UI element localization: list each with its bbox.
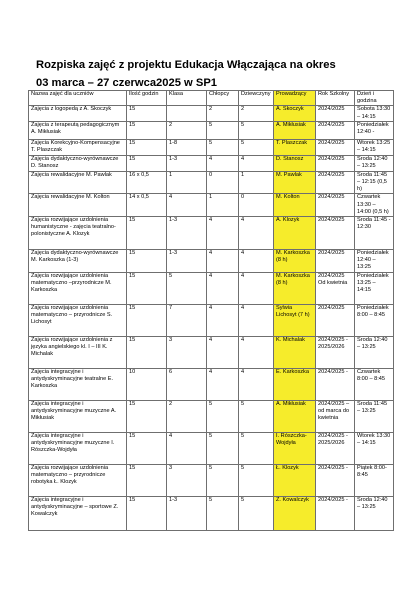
table-cell-hours: 15 (127, 106, 167, 121)
table-cell-day: Środa 11:45 - 12:30 (355, 217, 394, 250)
table-cell-klasa: 3 (167, 464, 207, 496)
table-cell-hours: 15 (127, 155, 167, 171)
table-cell-boys: 5 (207, 432, 239, 464)
table-row (29, 171, 394, 194)
table-cell-year: 2024/2025 - 2025/2026 (316, 432, 355, 464)
table-header-row (29, 91, 394, 106)
column-header: Ilość godzin (127, 91, 167, 106)
table-cell-boys: 4 (207, 272, 239, 304)
table-cell-hours: 15 (127, 336, 167, 368)
table-cell-day: Poniedziałek 12:40 – 13:25 (355, 250, 394, 273)
table-cell-klasa: 1 (167, 171, 207, 194)
table-cell-klasa: 1-3 (167, 217, 207, 250)
table-cell-teacher: Z. Kowalczyk (274, 496, 316, 530)
table-cell-boys: 5 (207, 139, 239, 155)
table-row (29, 250, 394, 273)
table-cell-klasa: 4 (167, 194, 207, 217)
table-cell-klasa: 2 (167, 400, 207, 432)
table-cell-girls: 4 (239, 368, 274, 400)
table-body (29, 106, 394, 530)
table-cell-day: Wtorek 13:25 – 14:15 (355, 139, 394, 155)
title-line-1: Rozpiska zajęć z projektu Edukacja Włączająca na okres (36, 59, 336, 71)
table-cell-name: Zajęcia integracyjne i antydyskryminacyjne muzyczne I. Rószczka-Wojdyła (29, 432, 127, 464)
column-header: Rok Szkolny (316, 91, 355, 106)
table-cell-hours: 15 (127, 464, 167, 496)
table-cell-boys: 2 (207, 106, 239, 121)
table-cell-girls: 5 (239, 121, 274, 139)
table-cell-teacher: A. Mikłusiak (274, 400, 316, 432)
table-cell-hours: 15 (127, 217, 167, 250)
table-row (29, 194, 394, 217)
table-cell-girls: 5 (239, 139, 274, 155)
table-cell-name: Zajęcia rozwijające uzdolnienia matematyczno –przyrodnicze M. Karkoszka (29, 272, 127, 304)
table-cell-teacher: A. Skoczyk (274, 106, 316, 121)
table-cell-day: Sobota 13:30 – 14:15 (355, 106, 394, 121)
table-cell-year: 2024/2025 (316, 121, 355, 139)
table-cell-boys: 0 (207, 171, 239, 194)
table-cell-year: 2024/2025 (316, 250, 355, 273)
table-row (29, 217, 394, 250)
table-cell-teacher: E. Karkoszka (274, 368, 316, 400)
table-cell-klasa: 1-8 (167, 139, 207, 155)
table-cell-girls: 4 (239, 304, 274, 336)
table-cell-day: Środa 12:40 – 13:25 (355, 336, 394, 368)
table-row (29, 139, 394, 155)
column-header: Dzień i godzina (355, 91, 394, 106)
table-cell-year: 2024/2025 (316, 106, 355, 121)
table-cell-day: Poniedziałek 8:00 – 8:45 (355, 304, 394, 336)
table-cell-klasa: 6 (167, 368, 207, 400)
table-cell-teacher: Ł. Klozyk (274, 464, 316, 496)
table-row (29, 304, 394, 336)
column-header: Klasa (167, 91, 207, 106)
table-cell-girls: 5 (239, 432, 274, 464)
table-cell-boys: 5 (207, 400, 239, 432)
table-cell-klasa: 5 (167, 272, 207, 304)
table-cell-girls: 5 (239, 464, 274, 496)
table-cell-teacher: M. Pawlak (274, 171, 316, 194)
column-header: Dziewczyny (239, 91, 274, 106)
table-cell-boys: 4 (207, 368, 239, 400)
table-cell-boys: 4 (207, 336, 239, 368)
table-cell-boys: 4 (207, 304, 239, 336)
table-cell-klasa: 2 (167, 121, 207, 139)
table-cell-day: Czwartek 8:00 – 8:45 (355, 368, 394, 400)
table-cell-name: Zajęcia integracyjne i antydyskryminacyjne – sportowe Z. Kowalczyk (29, 496, 127, 530)
table-row (29, 496, 394, 530)
table-cell-teacher: D. Stanosz (274, 155, 316, 171)
table-row (29, 121, 394, 139)
table-cell-hours: 15 (127, 250, 167, 273)
table-cell-year: 2024/2025 (316, 194, 355, 217)
table-cell-klasa: 1-3 (167, 496, 207, 530)
table-cell-klasa: 7 (167, 304, 207, 336)
table-cell-year: 2024/2025 (316, 304, 355, 336)
table-cell-klasa (167, 106, 207, 121)
table-cell-boys: 4 (207, 250, 239, 273)
table-cell-girls: 4 (239, 217, 274, 250)
table-row (29, 336, 394, 368)
table-cell-day: Środa 12:40 – 13:25 (355, 155, 394, 171)
table-cell-klasa: 4 (167, 432, 207, 464)
table-cell-name: Zajęcia rozwijające uzdolnienia humanistyczne - zajęcia teatralno-polonistyczne A. Klozyk (29, 217, 127, 250)
table-cell-teacher: T. Plaszczak (274, 139, 316, 155)
table-cell-name: Zajęcia rewalidacyjne M. Pawlak (29, 171, 127, 194)
table-cell-name: Zajęcia dydaktyczno-wyrównawcze M. Karkoszka (1-3) (29, 250, 127, 273)
document-title (36, 56, 396, 92)
table-cell-boys: 5 (207, 121, 239, 139)
table-cell-girls: 4 (239, 336, 274, 368)
table-cell-boys: 5 (207, 464, 239, 496)
table-cell-girls: 1 (239, 171, 274, 194)
table-cell-girls: 0 (239, 194, 274, 217)
table-cell-day: Środa 11:45 – 12:15 (0,5 h) (355, 171, 394, 194)
table-cell-name: Zajęcia rozwijające uzdolnienia matematyczno – przyrodnicze robotyka Ł. Klozyk (29, 464, 127, 496)
table-cell-teacher: Sylwia Lichosyt (7 h) (274, 304, 316, 336)
table-cell-year: 2024/2025 - (316, 496, 355, 530)
table-cell-girls: 4 (239, 155, 274, 171)
table-cell-hours: 10 (127, 368, 167, 400)
table-cell-day: Czwartek 13:30 – 14:00 (0,5 h) (355, 194, 394, 217)
table-cell-day: Piątek 8:00-8:45 (355, 464, 394, 496)
table-cell-year: 2024/2025 (316, 217, 355, 250)
table-cell-hours: 14 x 0,5 (127, 194, 167, 217)
table-cell-hours: 15 (127, 304, 167, 336)
table-cell-name: Zajęcia integracyjne i antydyskryminacyjne muzyczne A. Mikłusiak (29, 400, 127, 432)
table-cell-name: Zajęcia dydaktyczno-wyrównawcze D. Stanosz (29, 155, 127, 171)
table-row (29, 400, 394, 432)
table-cell-year: 2024/2025 (316, 171, 355, 194)
table-cell-year: 2024/2025 - (316, 368, 355, 400)
column-header: Chłopcy (207, 91, 239, 106)
table-cell-year: 2024/2025 – od marca do kwietnia (316, 400, 355, 432)
table-cell-year: 2024/2025 - (316, 464, 355, 496)
title-line-2: 03 marca – 27 czerwca2025 w SP1 (36, 77, 217, 89)
table-row (29, 368, 394, 400)
table-cell-teacher: A. Mikłusiak (274, 121, 316, 139)
table-cell-boys: 4 (207, 217, 239, 250)
table-cell-year: 2024/2025 Od kwietnia (316, 272, 355, 304)
table-cell-day: Poniedziałek 13:25 – 14:15 (355, 272, 394, 304)
table-row (29, 155, 394, 171)
table-cell-boys: 4 (207, 155, 239, 171)
table-cell-teacher: M. Karkoszka (8 h) (274, 250, 316, 273)
table-row (29, 106, 394, 121)
table-cell-teacher: M. Karkoszka (8 h) (274, 272, 316, 304)
table-cell-teacher: K. Michalak (274, 336, 316, 368)
table-cell-klasa: 1-3 (167, 155, 207, 171)
table-cell-hours: 15 (127, 496, 167, 530)
table-cell-year: 2024/2025 - 2025/2026 (316, 336, 355, 368)
table-cell-name: Zajęcia rozwijające uzdolnienia z języka angielskiego kl. I – III K. Michalak (29, 336, 127, 368)
table-cell-girls: 4 (239, 272, 274, 304)
table-cell-klasa: 3 (167, 336, 207, 368)
table-cell-girls: 5 (239, 400, 274, 432)
table-cell-hours: 15 (127, 121, 167, 139)
table-cell-hours: 15 (127, 272, 167, 304)
table-cell-girls: 4 (239, 250, 274, 273)
table-cell-name: Zajęcia rewalidacyjne M. Kolton (29, 194, 127, 217)
table-row (29, 272, 394, 304)
schedule-table (28, 90, 394, 531)
table-cell-hours: 15 (127, 139, 167, 155)
table-cell-teacher: A. Klozyk (274, 217, 316, 250)
table-cell-hours: 16 x 0,5 (127, 171, 167, 194)
table-cell-klasa: 1-3 (167, 250, 207, 273)
table-cell-hours: 15 (127, 400, 167, 432)
column-header: Nazwa zajęć dla uczniów (29, 91, 127, 106)
table-cell-day: Poniedziałek 12:40 - (355, 121, 394, 139)
table-cell-girls: 2 (239, 106, 274, 121)
table-row (29, 432, 394, 464)
table-cell-hours: 15 (127, 432, 167, 464)
table-cell-year: 2024/2025 (316, 139, 355, 155)
table-cell-name: Zajęcia integracyjne i antydyskryminacyjne teatralne E. Karkoszka (29, 368, 127, 400)
table-row (29, 464, 394, 496)
table-cell-name: Zajęcia z logopedą z A. Skoczyk (29, 106, 127, 121)
table-cell-day: Środa 11:45 – 13:25 (355, 400, 394, 432)
table-cell-name: Zajęcia z terapeutą pedagogicznym A. Mikłusiak (29, 121, 127, 139)
table-cell-teacher: M. Kolton (274, 194, 316, 217)
table-cell-day: Środa 12:40 – 13:25 (355, 496, 394, 530)
table-cell-teacher: I. Rószczka-Wojdyła (274, 432, 316, 464)
table-cell-day: Wtorek 13:30 – 14:15 (355, 432, 394, 464)
table-cell-name: Zajęcia Korekcyjno-Kompensacyjne T. Plaszczak (29, 139, 127, 155)
column-header: Prowadzący (274, 91, 316, 106)
table-cell-boys: 5 (207, 496, 239, 530)
table-cell-boys: 1 (207, 194, 239, 217)
table-cell-girls: 5 (239, 496, 274, 530)
table-cell-name: Zajęcia rozwijające uzdolnienia matematyczno – przyrodnicze S. Lichosyt (29, 304, 127, 336)
table-cell-year: 2024/2025 (316, 155, 355, 171)
